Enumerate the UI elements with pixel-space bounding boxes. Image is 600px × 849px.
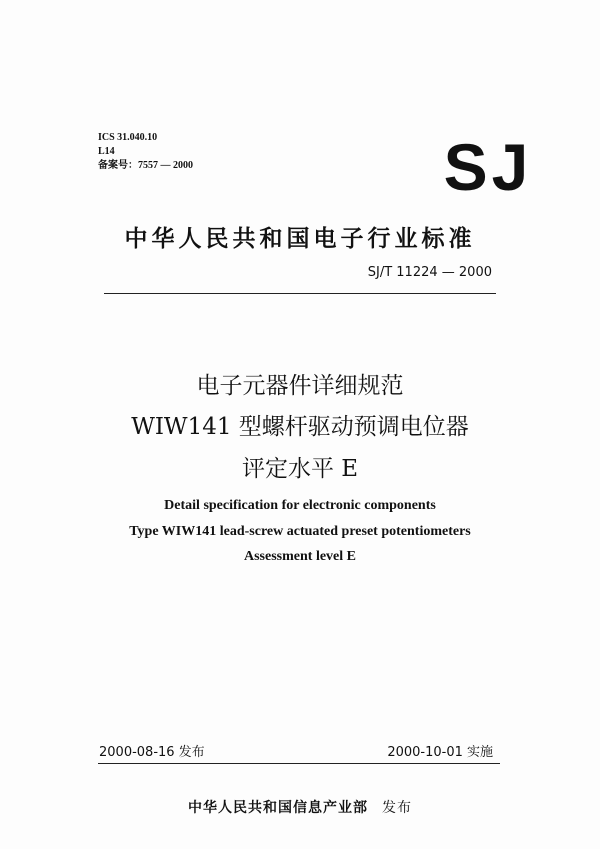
ics-code: ICS 31.040.10 <box>98 132 158 143</box>
chinese-title-line-3: 评定水平 E <box>241 456 359 482</box>
sj-logo <box>428 134 548 196</box>
effective-date: 2000-10-01 实施 <box>387 745 493 760</box>
filing-number: 备案号：7557 — 2000 <box>98 160 193 171</box>
classification-block <box>98 131 193 173</box>
english-title-line-2: Type WIW141 lead-screw actuated preset potentiometers <box>129 524 471 539</box>
issuer-action: 发布 <box>382 800 412 816</box>
footer-divider <box>98 763 500 764</box>
english-title-line-1: Detail specification for electronic components <box>164 498 436 513</box>
sj-logo-text: SJ <box>443 134 533 196</box>
english-title-line-3: Assessment level E <box>244 549 356 564</box>
standard-category: 中华人民共和国电子行业标准 <box>124 226 476 252</box>
header-divider <box>104 293 496 294</box>
issuing-authority <box>0 797 600 817</box>
chinese-title-line-2: WIW141 型螺杆驱动预调电位器 <box>131 414 469 440</box>
standard-number: SJ/T 11224 — 2000 <box>367 265 492 280</box>
chinese-title-line-1: 电子元器件详细规范 <box>196 373 404 399</box>
issuer-name: 中华人民共和国信息产业部 <box>188 800 368 816</box>
issue-date: 2000-08-16 发布 <box>99 745 205 760</box>
ccs-code: L14 <box>98 146 115 157</box>
